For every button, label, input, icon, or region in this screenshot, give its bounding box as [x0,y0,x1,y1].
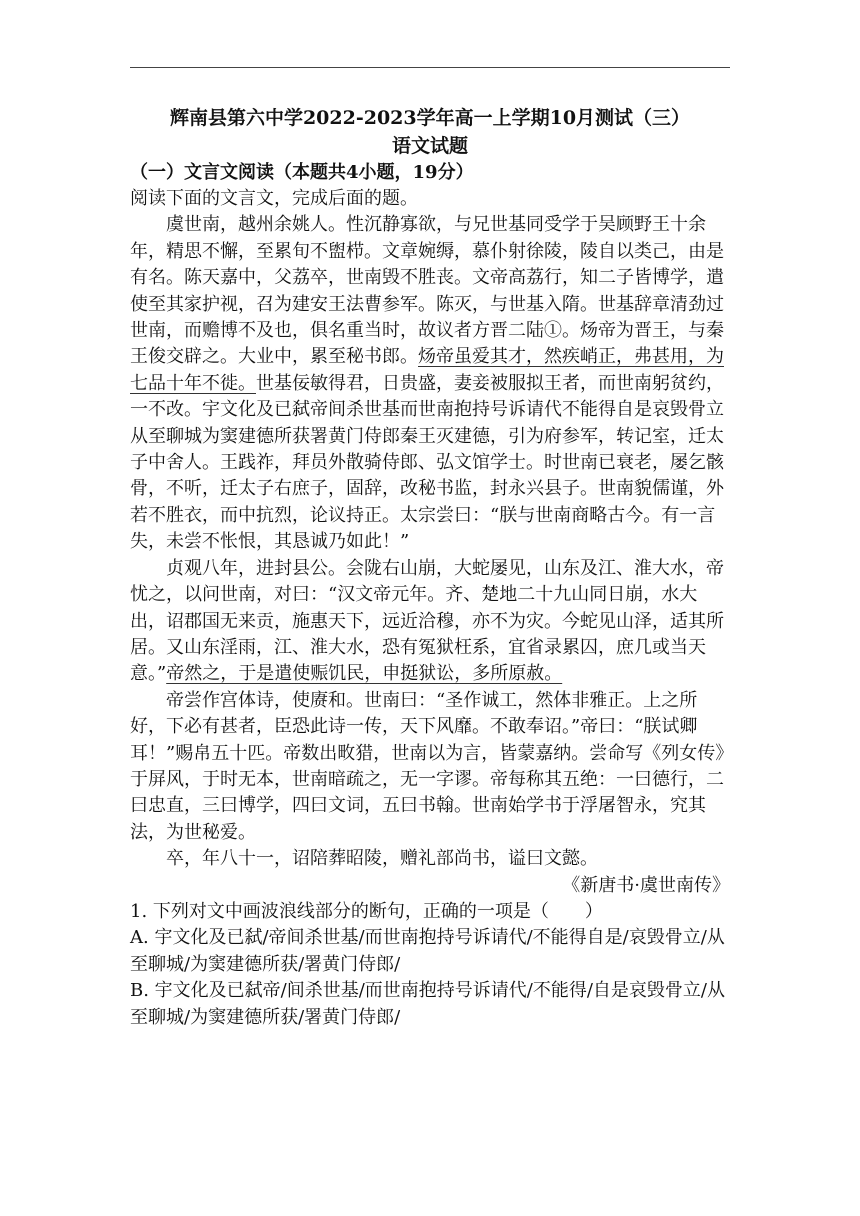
question-1-option-a: A. 宇文化及已弑/帝间杀世基/而世南抱持号诉请代/不能得自是/哀毁骨立/从至聊城/为窦建德所获/署黄门侍郎/ [130,927,725,975]
underlined-sentence-2: 帝然之，于是遣使赈饥民，申挺狱讼，多所原赦。 [166,663,563,685]
question-1-stem: 1. 下列对文中画波浪线部分的断句，正确的一项是（ ） [130,900,603,922]
passage-p2-part-a: 贞观八年，进封县公。会陇右山崩，大蛇屡见，山东及江、淮大水，帝忧之，以问世南，对曰：“汉文帝元年。齐、楚地二十九山同日崩，水大出，诏郡国无来贡，施惠天下，远近洽穆，亦不为灾。今蛇见山泽，适其所居。又山东淫雨，江、淮大水，恐有冤狱枉系，宜省录累囚，庶几或当天意。” [130,557,724,685]
underlined-sentence-1: 炀帝虽爱其才，然疾峭正，弗甚用，为七品十年不徙。 [130,346,724,394]
wavy-line-passage: 宇文化及已弑帝间杀世基而世南抱持号诉请代不能得自是哀毁骨立从至聊城为窦建德所获署黄门侍郎 [130,399,724,447]
passage-paragraph-2 [130,556,730,688]
section-heading: （一）文言文阅读（本题共4小题，19分） [130,162,474,183]
passage-source: 《新唐书·虞世南传》 [562,874,730,896]
question-1-option-b: B. 宇文化及已弑帝/间杀世基/而世南抱持号诉请代/不能得/自是哀毁骨立/从至聊城/为窦建德所获/署黄门侍郎/ [130,980,725,1028]
passage-p1-part-a: 虞世南，越州余姚人。性沉静寡欲，与兄世基同受学于吴顾野王十余年，精思不懈，至累旬不盥栉。文章婉缛，慕仆射徐陵，陵自以类己，由是有名。陈天嘉中，父荔卒，世南毁不胜丧。文帝高荔行，知二子皆博学，遣使至其家护视，召为建安王法曹参军。陈灭，与世基入隋。世基辞章清劲过世南，而赡博不及也，俱名重当时，故议者方晋二陆①。炀帝为晋王，与秦王俊交辟之。大业中，累至秘书郎。 [130,214,724,368]
header-rule [130,67,730,68]
passage-paragraph-4: 卒，年八十一，诏陪葬昭陵，赠礼部尚书，谥曰文懿。 [166,848,598,870]
passage-p1-part-c: 秦王灭建德，引为府参军，转记室，迁太子中舍人。王践祚，拜员外散骑侍郎、弘文馆学士。时世南已衰老，屡乞骸骨，不听，迁太子右庶子，固辞，改秘书监，封永兴县子。世南貌儒谨，外若不胜衣，而中抗烈，论议持正。太宗尝曰：“朕与世南商略古今。有一言失，未尝不怅恨，其恳诚乃如此！” [130,425,724,553]
passage-paragraph-3: 帝尝作宫体诗，使赓和。世南曰：“圣作诚工，然体非雅正。上之所好，下必有甚者，臣恐此诗一传，天下风靡。不敢奉诏。”帝曰：“朕试卿耳！”赐帛五十匹。帝数出畋猎，世南以为言，皆蒙嘉纳。尝命写《列女传》于屏风，于时无本，世南暗疏之，无一字谬。帝每称其五绝：一曰德行，二曰忠直，三曰博学，四曰文词，五曰书翰。世南始学书于浮屠智永，究其法，为世秘爱。 [130,689,725,843]
passage-body [130,186,730,1031]
exam-title-line2: 语文试题 [391,135,468,157]
passage-p1-part-b: 世基佞敏得君，日贵盛，妻妾被服拟王者，而世南躬贫约，一不改。 [130,372,724,421]
exam-title [130,104,730,160]
instruction-text: 阅读下面的文言文，完成后面的题。 [130,188,418,209]
exam-title-line1: 辉南县第六中学2022-2023学年高一上学期10月测试（三） [169,107,691,129]
passage-paragraph-1 [130,212,730,555]
